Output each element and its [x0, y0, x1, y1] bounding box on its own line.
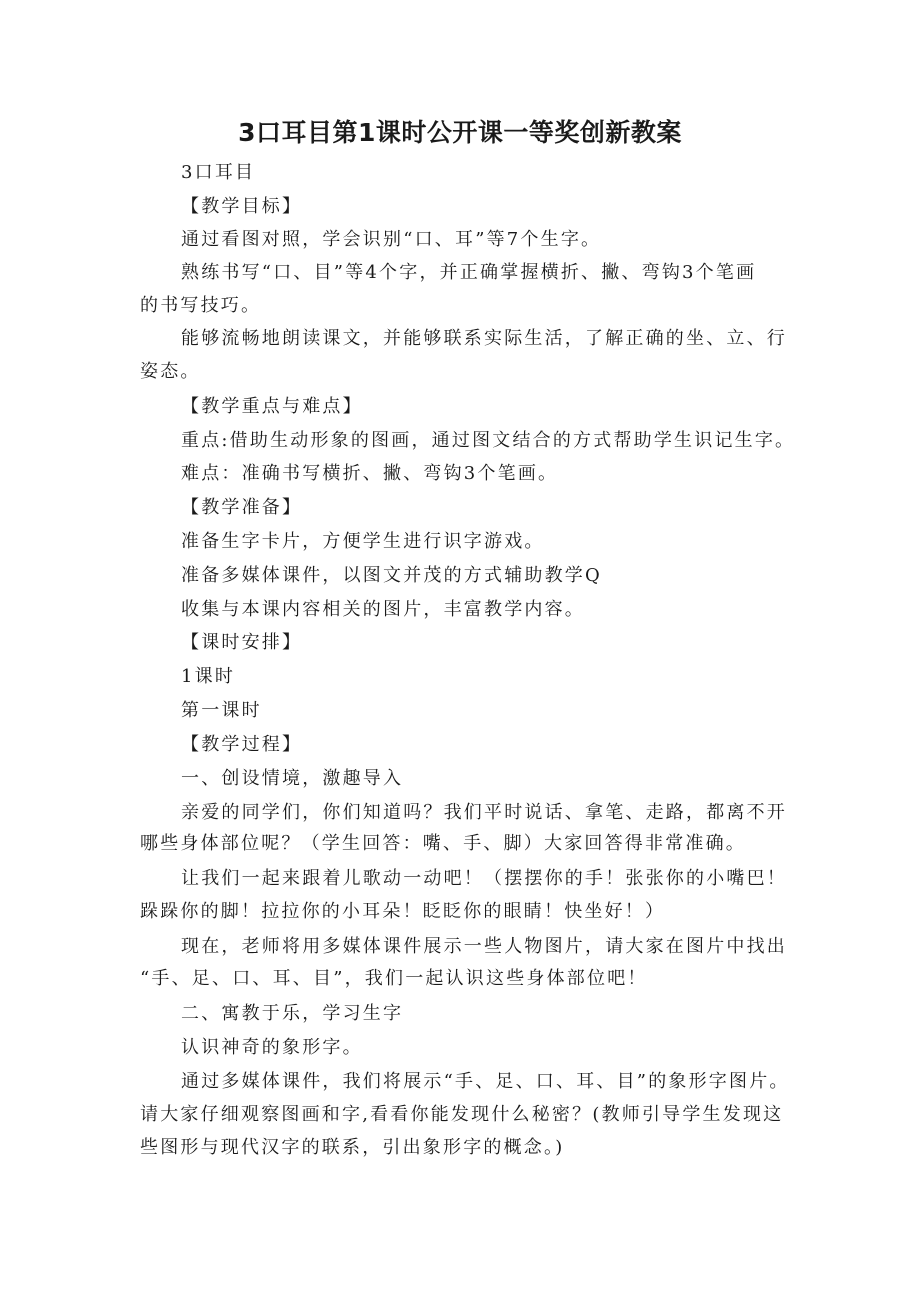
process-heading: 【教学过程】 — [181, 734, 303, 755]
objective-1: 通过看图对照，学会识别“口、耳”等7个生字。 — [181, 229, 602, 250]
objective-3-line-1: 能够流畅地朗读课文，并能够联系实际生活，了解正确的坐、立、行 — [181, 328, 787, 349]
prep-item-3: 收集与本课内容相关的图片，丰富教学内容。 — [181, 599, 585, 620]
paragraph-2-line-1: 让我们一起来跟着儿歌动一动吧！（摆摆你的手！张张你的小嘴巴！ — [181, 868, 787, 889]
lesson-subtitle: 3口耳目 — [181, 162, 256, 183]
objectives-heading: 【教学目标】 — [181, 196, 303, 217]
schedule-value: 1课时 — [181, 666, 236, 687]
objective-3-line-2: 姿态。 — [140, 361, 201, 382]
section-2-heading: 二、寓教于乐，学习生字 — [181, 1003, 404, 1024]
paragraph-4-line-3: 些图形与现代汉字的联系，引出象形字的概念。) — [140, 1137, 565, 1158]
difficulty: 难点：准确书写横折、撇、弯钩3个笔画。 — [181, 463, 559, 484]
paragraph-1-line-1: 亲爱的同学们，你们知道吗？我们平时说话、拿笔、走路，都离不开 — [181, 802, 787, 823]
prep-item-1: 准备生字卡片，方便学生进行识字游戏。 — [181, 531, 545, 552]
paragraph-3-line-2: “手、足、口、耳、目”，我们一起认识这些身体部位吧！ — [140, 968, 648, 989]
document-title: 3口耳目第1课时公开课一等奖创新教案 — [238, 118, 682, 147]
key-points-heading: 【教学重点与难点】 — [181, 396, 363, 417]
prep-item-2: 准备多媒体课件，以图文并茂的方式辅助教学Q — [181, 565, 602, 586]
key-point: 重点:借助生动形象的图画，通过图文结合的方式帮助学生识记生字。 — [181, 430, 796, 451]
section-1-heading: 一、创设情境，激趣导入 — [181, 768, 404, 789]
objective-2-line-1: 熟练书写“口、目”等4个字，并正确掌握横折、撇、弯钩3个笔画 — [181, 262, 757, 283]
schedule-heading: 【课时安排】 — [181, 632, 303, 653]
paragraph-2-line-2: 跺跺你的脚！拉拉你的小耳朵！眨眨你的眼睛！快坐好！） — [140, 901, 666, 922]
paragraph-3-line-1: 现在，老师将用多媒体课件展示一些人物图片，请大家在图片中找出 — [181, 936, 787, 957]
lesson-label: 第一课时 — [181, 700, 262, 721]
paragraph-4-line-2: 请大家仔细观察图画和字,看看你能发现什么秘密？(教师引导学生发现这 — [140, 1104, 784, 1125]
paragraph-4-line-1: 通过多媒体课件，我们将展示“手、足、口、耳、目”的象形字图片。 — [181, 1071, 790, 1092]
prep-heading: 【教学准备】 — [181, 497, 303, 518]
section-2-subheading: 认识神奇的象形字。 — [181, 1037, 363, 1058]
objective-2-line-2: 的书写技巧。 — [140, 295, 262, 316]
paragraph-1-line-2: 哪些身体部位呢？（学生回答：嘴、手、脚）大家回答得非常准确。 — [140, 833, 746, 854]
